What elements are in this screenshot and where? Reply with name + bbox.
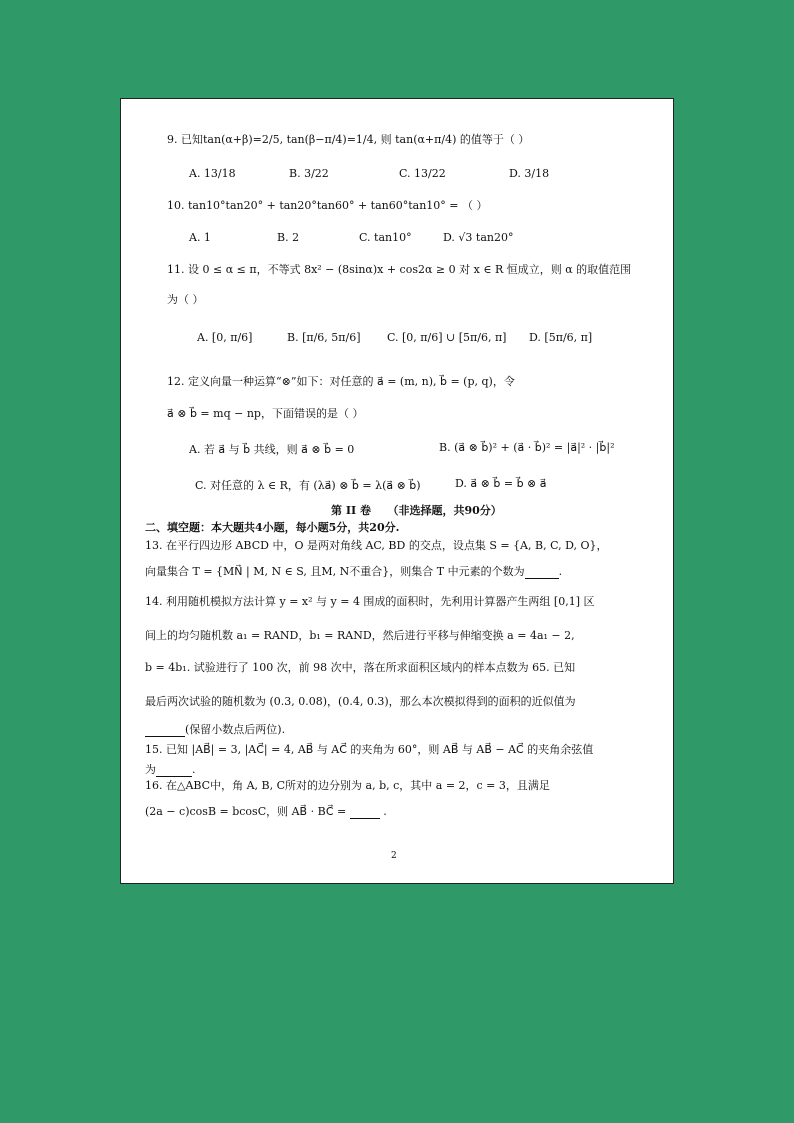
q11-option-c: C. [0, π/6] ∪ [5π/6, π] — [387, 331, 507, 344]
q15-stem: 15. 已知 |AB⃗| = 3, |AC⃗| = 4, AB⃗ 与 AC⃗ 的夹角为 60°，则 AB⃗ 与 AB⃗ − AC⃗ 的夹角余弦值 — [145, 743, 594, 756]
q11-option-d: D. [5π/6, π] — [529, 331, 593, 344]
q12-option-c: C. 对任意的 λ ∈ R，有 (λa⃗) ⊗ b⃗ = λ(a⃗ ⊗ b⃗) — [195, 479, 421, 492]
q10-option-a: A. 1 — [189, 231, 211, 244]
q11-stem: 11. 设 0 ≤ α ≤ π，不等式 8x² − (8sinα)x + cos2α ≥ 0 对 x ∈ R 恒成立，则 α 的取值范围 — [167, 263, 632, 276]
q10-stem: 10. tan10°tan20° + tan20°tan60° + tan60°tan10° = （ ） — [167, 199, 488, 212]
q9-option-b: B. 3/22 — [289, 167, 329, 180]
q13-stem: 13. 在平行四边形 ABCD 中，O 是两对角线 AC, BD 的交点，设点集 S = {A, B, C, D, O}， — [145, 539, 608, 552]
q12-option-a: A. 若 a⃗ 与 b⃗ 共线，则 a⃗ ⊗ b⃗ = 0 — [189, 443, 355, 456]
q14-answer-blank[interactable] — [145, 736, 185, 737]
q9-option-c: C. 13/22 — [399, 167, 446, 180]
page-number: 2 — [391, 851, 397, 861]
q16-stem-cont: (2a − c)cosB = bcosC，则 AB⃗ · BC⃗ = . — [145, 805, 387, 818]
q15-answer-blank[interactable] — [156, 776, 192, 777]
q14-stem-3: b = 4b₁. 试验进行了 100 次，前 98 次中，落在所求面积区域内的样本点数为 65. 已知 — [145, 661, 576, 674]
q9-option-d: D. 3/18 — [509, 167, 550, 180]
exam-page — [120, 98, 674, 884]
q12-stem-cont: a⃗ ⊗ b⃗ = mq − np，下面错误的是（ ） — [167, 407, 364, 420]
part2-title: 第 II 卷 （非选择题，共90分） — [331, 504, 502, 517]
q14-stem-5: (保留小数点后两位). — [145, 723, 285, 737]
q10-option-c: C. tan10° — [359, 231, 412, 244]
q14-stem: 14. 利用随机模拟方法计算 y = x² 与 y = 4 围成的面积时，先利用计算器产生两组 [0,1] 区 — [145, 595, 595, 608]
q12-stem: 12. 定义向量一种运算“⊗”如下：对任意的 a⃗ = (m, n), b⃗ = (p, q)，令 — [167, 375, 515, 388]
q10-option-d: D. √3 tan20° — [443, 231, 514, 244]
q14-stem-4: 最后两次试验的随机数为 (0.3, 0.08)，(0.4, 0.3)，那么本次模拟得到的面积的近似值为 — [145, 695, 576, 708]
q12-option-d: D. a⃗ ⊗ b⃗ = b⃗ ⊗ a⃗ — [455, 477, 547, 490]
q12-option-b: B. (a⃗ ⊗ b⃗)² + (a⃗ · b⃗)² = |a⃗|² · |b⃗|² — [439, 441, 615, 454]
q11-stem-cont: 为（ ） — [167, 293, 204, 306]
q10-option-b: B. 2 — [277, 231, 300, 244]
q15-stem-cont: 为 . — [145, 763, 196, 776]
q13-stem-cont: 向量集合 T = {MN⃗ | M, N ∈ S, 且M, N不重合}，则集合 T 中元素的个数为 . — [145, 565, 563, 578]
section2-title: 二、填空题：本大题共4小题，每小题5分，共20分. — [145, 521, 400, 534]
q16-stem: 16. 在△ABC中，角 A, B, C所对的边分别为 a, b, c，其中 a = 2，c = 3，且满足 — [145, 779, 550, 792]
q11-option-a: A. [0, π/6] — [197, 331, 253, 344]
q14-stem-2: 间上的均匀随机数 a₁ = RAND，b₁ = RAND，然后进行平移与伸缩变换 a = 4a₁ − 2, — [145, 629, 575, 642]
q11-option-b: B. [π/6, 5π/6] — [287, 331, 361, 344]
q9-stem: 9. 已知tan(α+β)=2/5, tan(β−π/4)=1/4, 则 tan(α+π/4) 的值等于（ ） — [167, 133, 530, 146]
q16-answer-blank[interactable] — [350, 818, 380, 819]
q13-answer-blank[interactable] — [525, 578, 559, 579]
q9-option-a: A. 13/18 — [189, 167, 236, 180]
